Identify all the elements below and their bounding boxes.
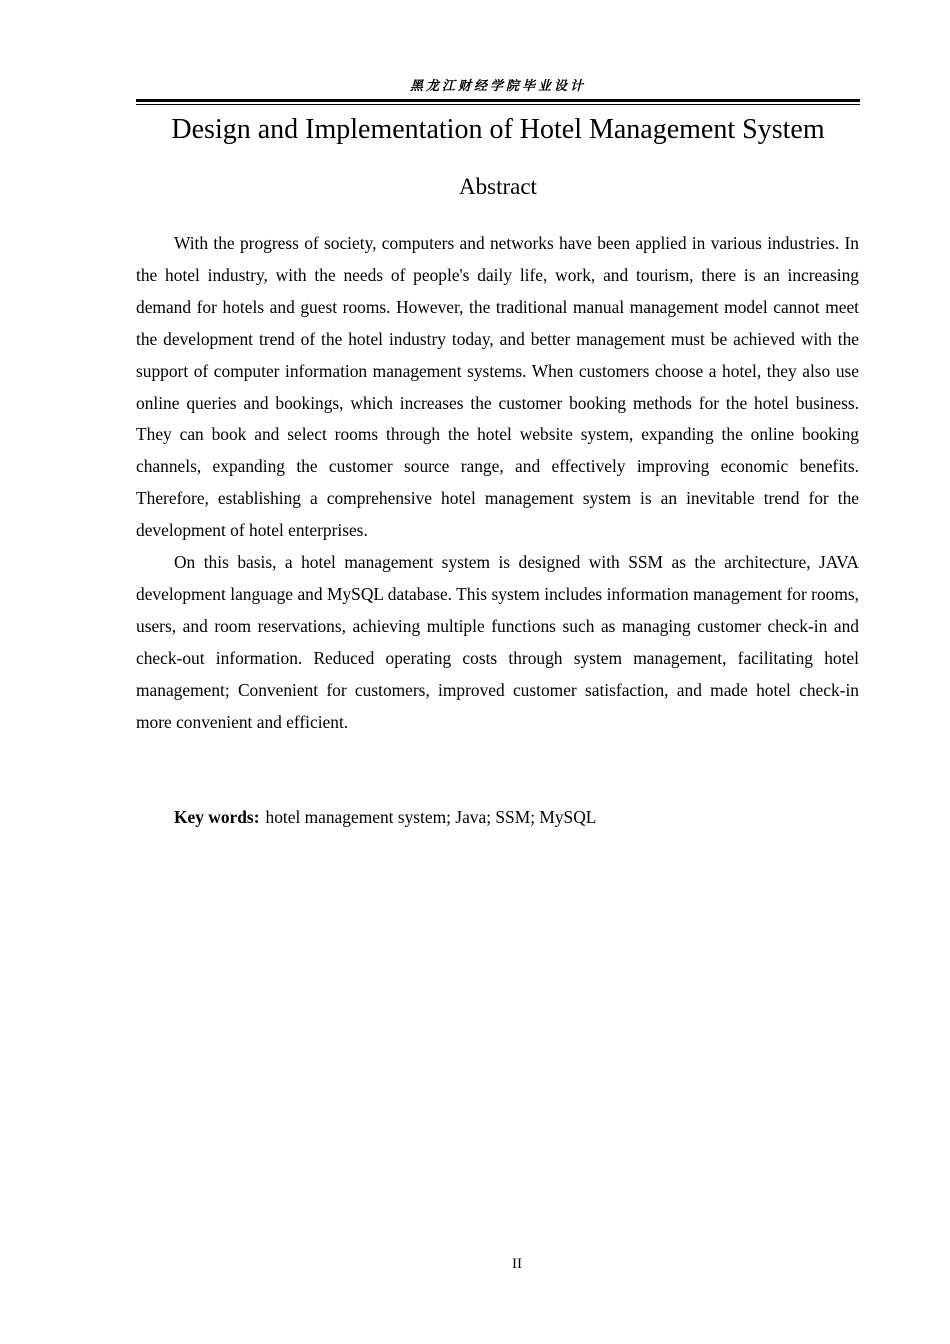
abstract-heading: Abstract bbox=[459, 174, 537, 199]
keywords-label: Key words: bbox=[174, 807, 260, 827]
keywords-values: hotel management system; Java; SSM; MySQL bbox=[265, 807, 597, 827]
document-title: Design and Implementation of Hotel Management System bbox=[171, 114, 825, 145]
header-rule-thin bbox=[136, 104, 860, 105]
page-number: II bbox=[512, 1256, 522, 1272]
header-rule-thick bbox=[136, 99, 860, 102]
keywords-line bbox=[174, 802, 596, 833]
running-header: 黑龙江财经学院毕业设计 bbox=[409, 79, 586, 94]
abstract-body bbox=[136, 228, 859, 739]
abstract-paragraph-1: With the progress of society, computers and networks have been applied in various industries. In the hotel industry, with the needs of people's daily life, work, and tourism, there is an increasing demand for hotels and guest rooms. However, the traditional manual management model cannot meet the development trend of the hotel industry today, and better management must be achieved with the support of computer information management systems. When customers choose a hotel, they also use online queries and bookings, which increases the customer booking methods for the hotel business. They can book and select rooms through the hotel website system, expanding the online booking channels, expanding the customer source range, and effectively improving economic benefits. Therefore, establishing a comprehensive hotel management system is an inevitable trend for the development of hotel enterprises. bbox=[136, 233, 859, 541]
abstract-paragraph-2: On this basis, a hotel management system is designed with SSM as the architecture, JAVA development language and MySQL database. This system includes information management for rooms, users, and room reservations, achieving multiple functions such as managing customer check-in and check-out information. Reduced operating costs through system management, facilitating hotel management; Convenient for customers, improved customer satisfaction, and made hotel check-in more convenient and efficient. bbox=[136, 552, 859, 732]
